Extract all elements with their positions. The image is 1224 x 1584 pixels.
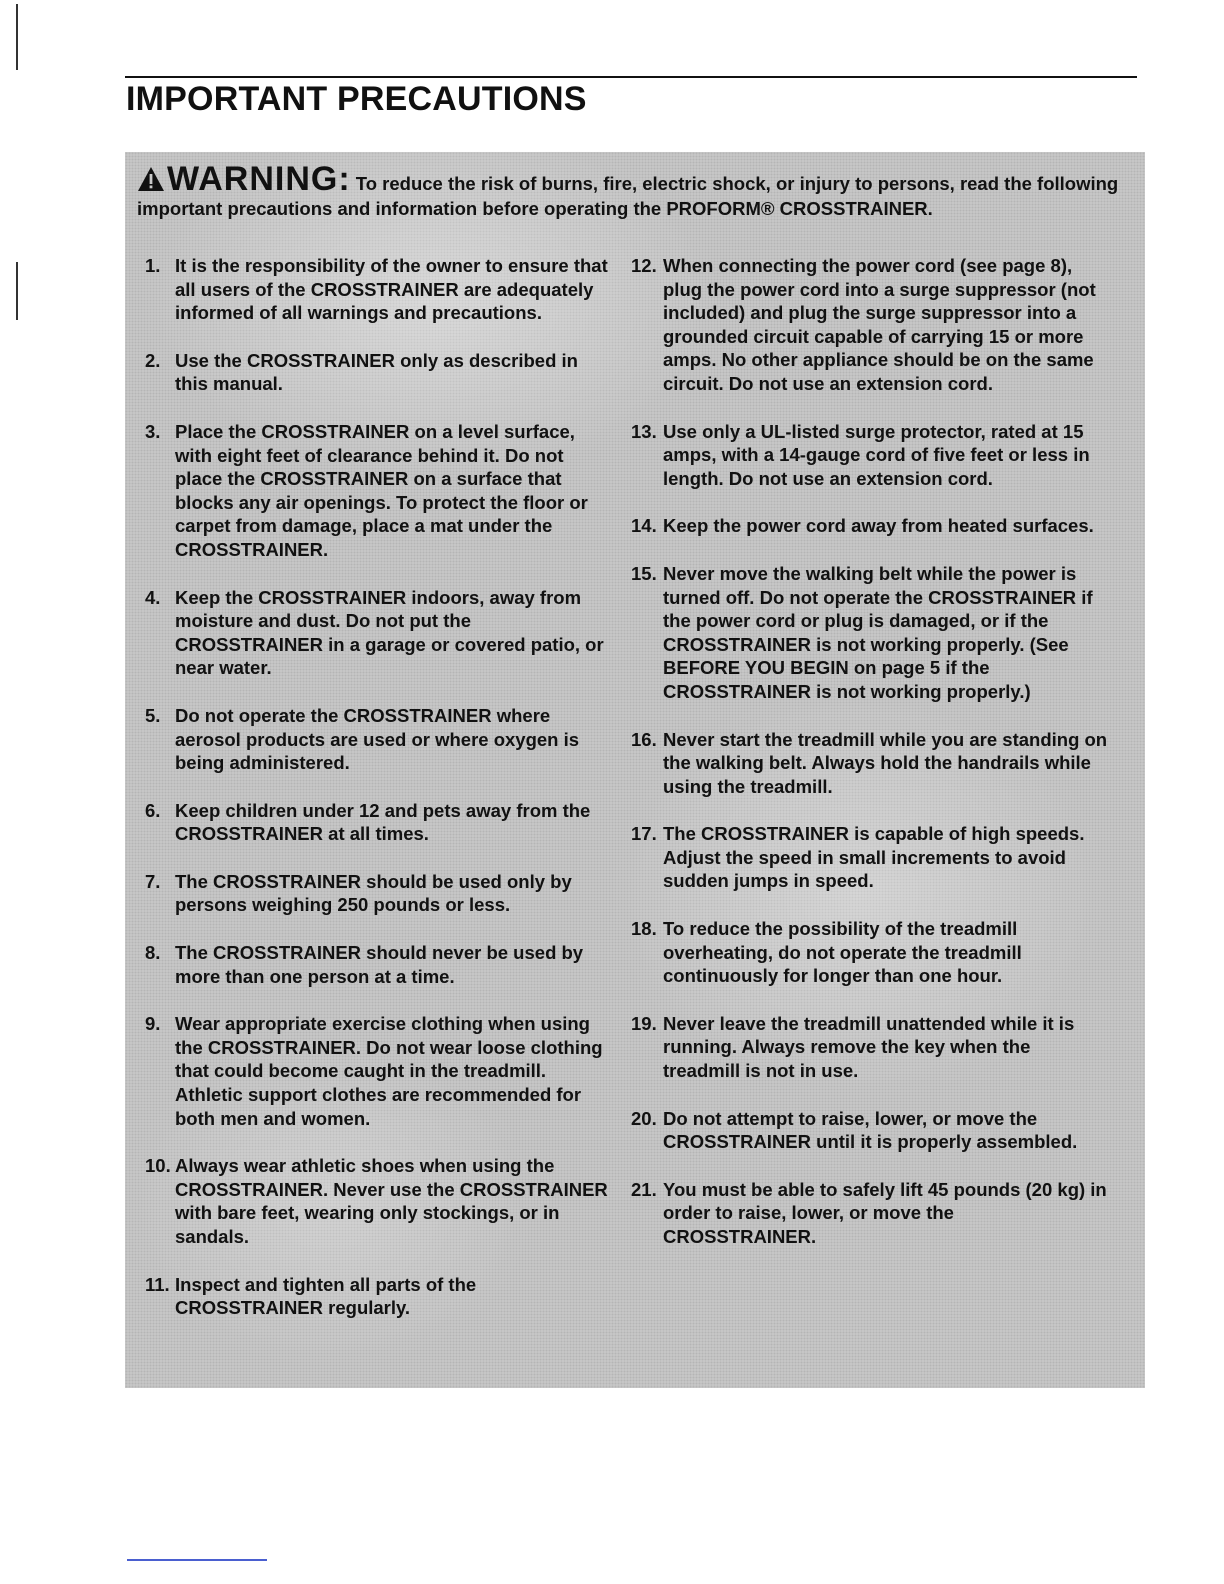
precaution-number: 2.: [145, 349, 161, 371]
precaution-item: [631, 917, 1111, 988]
precaution-number: 15.: [631, 562, 657, 584]
precaution-item: [145, 1012, 615, 1130]
precaution-item: [145, 1154, 615, 1248]
precaution-text: Keep children under 12 and pets away from the CROSSTRAINER at all times.: [175, 799, 591, 845]
precaution-item: [145, 1273, 615, 1320]
header-rule: [125, 76, 1137, 78]
precaution-text: The CROSSTRAINER should never be used by more than one person at a time.: [175, 942, 584, 987]
precaution-number: 18.: [631, 918, 657, 940]
precaution-text: Place the CROSSTRAINER on a level surface, with eight feet of clearance behind it. Do not place the CROSSTRAINER on a surface that blocks any air openings. To protect the floor or carpet from damage, place a mat under the CROSSTRAINER.: [175, 420, 588, 560]
margin-mark-top: [16, 4, 18, 70]
precaution-text: Never leave the treadmill unattended while it is running. Always remove the key when the treadmill is not in use.: [663, 1012, 1075, 1082]
precaution-item: [631, 562, 1111, 704]
precaution-text: Always wear athletic shoes when using the CROSSTRAINER. Never use the CROSSTRAINER with bare feet, wearing only stockings, or in sandals.: [175, 1155, 608, 1247]
precaution-text: When connecting the power cord (see page 8), plug the power cord into a surge suppressor (not included) and plug the surge suppressor into a grounded circuit capable of carrying 15 or more amps. No other appliance should be on the same circuit. Do not use an extension cord.: [663, 255, 1096, 394]
precaution-item: [631, 254, 1111, 396]
precaution-text: Do not attempt to raise, lower, or move the CROSSTRAINER until it is properly assembled.: [663, 1107, 1078, 1153]
precaution-number: 17.: [631, 823, 657, 845]
precaution-number: 16.: [631, 728, 657, 750]
precaution-text: Use only a UL-listed surge protector, rated at 15 amps, with a 14-gauge cord of five feet or less in length. Do not use an extension cord.: [663, 420, 1090, 489]
precaution-text: Wear appropriate exercise clothing when using the CROSSTRAINER. Do not wear loose clothing that could become caught in the treadmill. Athletic support clothes are recommended for both men and women.: [175, 1013, 603, 1129]
precaution-item: [145, 349, 615, 396]
precaution-item: [145, 870, 615, 917]
precaution-number: 4.: [145, 586, 161, 608]
warning-text: To reduce the risk of burns, fire, electric shock, or injury to persons, read the following important precautions and information before operating the PROFORM® CROSSTRAINER.: [137, 173, 1119, 219]
precaution-text: You must be able to safely lift 45 pounds (20 kg) in order to raise, lower, or move the CROSSTRAINER.: [663, 1178, 1107, 1247]
margin-mark-middle: [16, 262, 18, 320]
precaution-item: [145, 586, 615, 680]
precaution-number: 8.: [145, 942, 161, 964]
precaution-number: 5.: [145, 704, 161, 726]
footer-rule: [127, 1559, 267, 1561]
warning-label: WARNING:: [167, 160, 351, 198]
precaution-item: [631, 1012, 1111, 1083]
precaution-item: [631, 728, 1111, 799]
precaution-number: 9.: [145, 1013, 161, 1035]
precaution-number: 13.: [631, 420, 657, 442]
precaution-number: 11.: [145, 1273, 170, 1295]
precaution-item: [145, 254, 615, 325]
precaution-number: 3.: [145, 420, 161, 442]
precaution-number: 21.: [631, 1178, 657, 1200]
precautions-left-column: [145, 254, 615, 1344]
precaution-number: 20.: [631, 1107, 657, 1129]
precaution-text: Never move the walking belt while the power is turned off. Do not operate the CROSSTRAINER if the power cord or plug is damaged, or if the CROSSTRAINER is not working properly. (See BEFORE YOU BEGIN on page 5 if the CROSSTRAINER is not working properly.): [663, 562, 1093, 702]
precaution-number: 7.: [145, 870, 161, 892]
warning-triangle-icon: [137, 166, 165, 192]
precaution-number: 1.: [145, 255, 161, 276]
precaution-text: The CROSSTRAINER is capable of high speeds. Adjust the speed in small increments to avoid sudden jumps in speed.: [663, 823, 1085, 892]
precaution-item: [145, 941, 615, 988]
precaution-item: [631, 822, 1111, 893]
precaution-text: The CROSSTRAINER should be used only by persons weighing 250 pounds or less.: [175, 870, 572, 916]
precaution-number: 19.: [631, 1012, 657, 1034]
precaution-text: Keep the CROSSTRAINER indoors, away from moisture and dust. Do not put the CROSSTRAINER in a garage or covered patio, or near water.: [175, 586, 604, 679]
precaution-item: [145, 420, 615, 562]
warning-statement: [137, 160, 1127, 221]
precaution-item: [145, 799, 615, 846]
precaution-text: Use the CROSSTRAINER only as described in this manual.: [175, 349, 578, 395]
precaution-text: Do not operate the CROSSTRAINER where aerosol products are used or where oxygen is being administered.: [175, 704, 580, 774]
precaution-number: 14.: [631, 515, 657, 537]
precaution-text: Inspect and tighten all parts of the CROSSTRAINER regularly.: [175, 1273, 477, 1319]
precaution-text: To reduce the possibility of the treadmill overheating, do not operate the treadmill continuously for longer than one hour.: [663, 918, 1022, 987]
precaution-number: 6.: [145, 799, 161, 821]
precaution-item: [631, 1178, 1111, 1249]
precaution-text: Never start the treadmill while you are standing on the walking belt. Always hold the handrails while using the treadmill.: [663, 728, 1108, 797]
precaution-text: It is the responsibility of the owner to ensure that all users of the CROSSTRAINER are adequately informed of all warnings and precautions.: [175, 255, 608, 324]
page-title: IMPORTANT PRECAUTIONS: [126, 80, 587, 118]
precaution-number: 12.: [631, 255, 657, 276]
precautions-box: [125, 152, 1145, 1388]
precaution-item: [631, 1107, 1111, 1154]
precaution-item: [631, 420, 1111, 491]
precaution-number: 10.: [145, 1155, 171, 1177]
precaution-text: Keep the power cord away from heated surfaces.: [663, 515, 1094, 537]
precaution-item: [145, 704, 615, 775]
precaution-item: [631, 514, 1111, 538]
precautions-right-column: [631, 254, 1111, 1273]
